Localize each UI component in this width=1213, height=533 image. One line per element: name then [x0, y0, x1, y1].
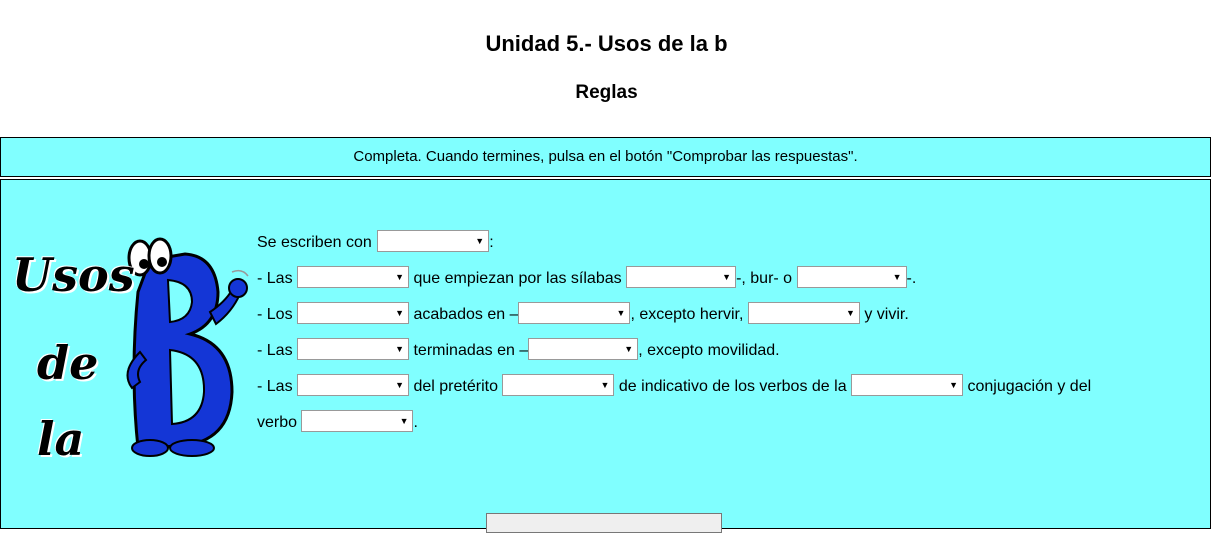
rule-text: terminadas en –: [413, 342, 529, 359]
rule-line-4: [257, 333, 1197, 369]
rule-text: , excepto hervir,: [630, 306, 744, 323]
rule-text: -, bur- o: [736, 270, 793, 287]
chevron-down-icon: ▼: [892, 271, 902, 282]
rules-form: [257, 225, 1197, 441]
logo-word-de: de: [37, 336, 99, 390]
rule-line-6: [257, 405, 1197, 441]
chevron-down-icon: ▼: [624, 343, 634, 354]
dropdown-verb-type[interactable]: [297, 302, 409, 324]
rule-text: de indicativo de los verbos de la: [618, 378, 847, 395]
chevron-down-icon: ▼: [395, 343, 405, 354]
dropdown-tense[interactable]: [502, 374, 614, 396]
dropdown-verb[interactable]: [301, 410, 413, 432]
chevron-down-icon: ▼: [600, 379, 610, 390]
rule-text: que empiezan por las sílabas: [413, 270, 622, 287]
dropdown-word-type[interactable]: [297, 266, 409, 288]
dropdown-ending-2[interactable]: [528, 338, 638, 360]
chevron-down-icon: ▼: [395, 271, 405, 282]
logo-word-usos: Usos: [12, 248, 135, 302]
rule-line-1: [257, 225, 1197, 261]
rule-text: y vivir.: [864, 306, 909, 323]
rule-text: - Los: [257, 306, 293, 323]
rule-text: verbo: [257, 414, 298, 431]
dropdown-syllable-1[interactable]: [626, 266, 736, 288]
rule-line-2: [257, 261, 1197, 297]
dropdown-verb-form[interactable]: [297, 374, 409, 396]
chevron-down-icon: ▼: [616, 307, 626, 318]
chevron-down-icon: ▼: [845, 307, 855, 318]
rule-text: :: [489, 234, 494, 251]
page-subtitle: Reglas: [575, 82, 638, 103]
rule-text: -.: [906, 270, 917, 287]
dropdown-word-type-2[interactable]: [297, 338, 409, 360]
chevron-down-icon: ▼: [722, 271, 732, 282]
rule-text: conjugación y del: [967, 378, 1092, 395]
rule-text: del pretérito: [413, 378, 498, 395]
usos-de-la-b-logo: [10, 232, 258, 464]
rule-line-3: [257, 297, 1197, 333]
rule-text: acabados en –: [413, 306, 519, 323]
chevron-down-icon: ▼: [949, 379, 959, 390]
chevron-down-icon: ▼: [395, 379, 405, 390]
chevron-down-icon: ▼: [475, 235, 485, 246]
rule-text: - Las: [257, 270, 293, 287]
dropdown-ending-1[interactable]: [518, 302, 630, 324]
rule-text: - Las: [257, 378, 293, 395]
rule-line-5: [257, 369, 1197, 405]
chevron-down-icon: ▼: [395, 307, 405, 318]
chevron-down-icon: ▼: [399, 415, 409, 426]
logo-word-la: la: [37, 412, 85, 466]
dropdown-syllable-2[interactable]: [797, 266, 907, 288]
dropdown-exception-verb[interactable]: [748, 302, 860, 324]
page-title: Unidad 5.- Usos de la b: [485, 31, 728, 56]
rule-text: .: [413, 414, 418, 431]
instruction-banner: Completa. Cuando termines, pulsa en el botón "Comprobar las respuestas".: [0, 137, 1211, 177]
rule-text: - Las: [257, 342, 293, 359]
dropdown-conjugation[interactable]: [851, 374, 963, 396]
rule-text: Se escriben con: [257, 234, 372, 251]
check-answers-button[interactable]: [486, 513, 722, 533]
dropdown-letter[interactable]: [377, 230, 489, 252]
rule-text: , excepto movilidad.: [638, 342, 780, 359]
